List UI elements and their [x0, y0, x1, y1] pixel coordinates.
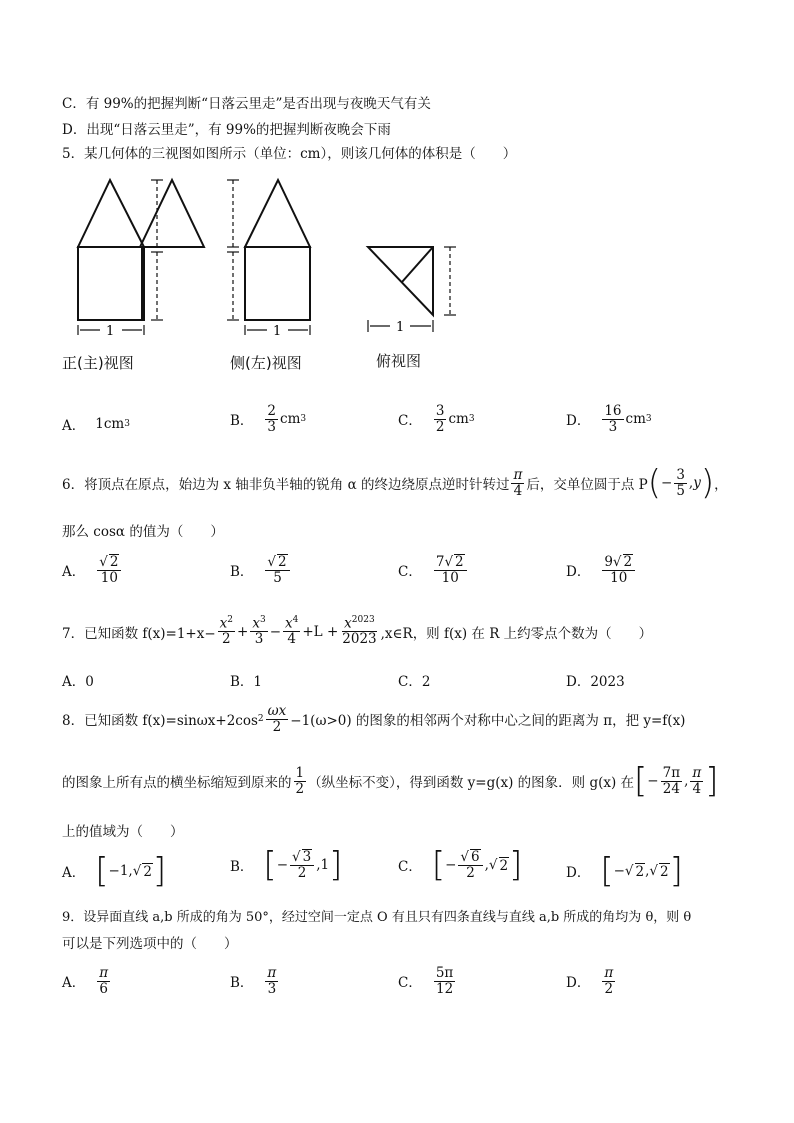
q5-stem: 5．某几何体的三视图如图所示（单位：cm），则该几何体的体积是（ ） — [62, 146, 517, 162]
front-view-caption: 正(主)视图 — [62, 354, 134, 372]
q9-option-d[interactable]: D． $\frac{\pi}{2}$ — [566, 965, 614, 997]
q5-option-a[interactable]: A． 1cm 3 — [62, 416, 130, 434]
q6-option-d[interactable]: D． $\frac{9√ 2}{10}$ — [566, 554, 637, 586]
q5-option-d[interactable]: D． $\frac{16}{3}$ cm 3 — [566, 403, 652, 435]
top-view — [368, 247, 433, 315]
q8-option-a[interactable]: A． [ −1, √ 2 ] — [62, 854, 166, 888]
front-triangle — [78, 180, 144, 247]
side-view-caption: 侧(左)视图 — [230, 354, 302, 372]
q6-option-c[interactable]: C． $\frac{7√ 2}{10}$ — [398, 554, 469, 586]
top-width-label: 1 — [396, 320, 405, 335]
front-width-label: 1 — [106, 324, 115, 339]
q9-stem-line1: 9．设异面直线 a,b 所成的角为 50°，经过空间一定点 O 有且只有四条直线与直线 a,b 所成的角均为 θ，则 θ — [62, 910, 692, 925]
q9-option-b[interactable]: B． $\frac{\pi}{3}$ — [230, 965, 277, 997]
q6-stem-line1: 6．将顶点在原点，始边为 x 轴非负半轴的锐角 α 的终边绕原点逆时针转过 $\frac{\pi}{4}$ 后，交单位圆于点 P ( − $\frac{3}{5}$ , y ) ， — [62, 463, 728, 503]
q8-stem-line3: 上的值域为（ ） — [62, 824, 184, 840]
q8-option-c[interactable]: C． [ − √ $\frac{6}{2}$ , √ 2 ] — [398, 848, 522, 882]
q7-stem: 7．已知函数 f(x)=1+x− $\frac{x^2}{2}$ + $\frac{x^3}{3}$ − $\frac{x^4}{4}$ +L + $\frac{x^{2023}}{2023}$ ,x∈R，则 f(x) 在 R 上约零点个数为（ ） — [62, 615, 653, 648]
q8-stem-line2: 的图象上所有点的横坐标缩短到原来的 $\frac{1}{2}$ （纵坐标不变），得到函数 y=g(x) 的图象．则 g(x) 在 [ − $\frac{7\pi}{24}$ , $\frac{\pi}{4}$ ] — [62, 761, 719, 801]
q5-option-c[interactable]: C． $\frac{3}{2}$ cm 3 — [398, 403, 475, 435]
q6-stem-line2: 那么 cosα 的值为（ ） — [62, 524, 224, 540]
three-view-figure — [60, 170, 480, 380]
side-triangle — [245, 180, 310, 247]
q7-option-d[interactable]: D．2023 — [566, 674, 625, 690]
q9-option-a[interactable]: A． $\frac{\pi}{6}$ — [62, 965, 109, 997]
front-square — [78, 247, 144, 320]
side-square — [245, 247, 310, 320]
q8-option-d[interactable]: D． [ − √ 2 , √ 2 ] — [566, 854, 683, 888]
q7-option-c[interactable]: C．2 — [398, 674, 431, 690]
q9-stem-line2: 可以是下列选项中的（ ） — [62, 936, 238, 952]
prev-option-d: D．出现“日落云里走”，有 99%的把握判断夜晚会下雨 — [62, 122, 391, 138]
q8-stem-line1: 8．已知函数 f(x)=sinωx+2cos 2 $\frac{\omega x}{2}$ −1(ω>0) 的图象的相邻两个对称中心之间的距离为 π，把 y=f(x) — [62, 703, 686, 735]
q8-option-b[interactable]: B． [ − √ $\frac{3}{2}$ ,1 ] — [230, 848, 342, 882]
q7-option-a[interactable]: A．0 — [62, 674, 94, 690]
q6-option-a[interactable]: A． √ $\frac{2}{10}$ — [62, 554, 123, 586]
q6-option-b[interactable]: B． √ $\frac{2}{5}$ — [230, 554, 292, 586]
prev-option-c: C．有 99%的把握判断“日落云里走”是否出现与夜晚天气有关 — [62, 96, 431, 112]
top-view-caption: 俯视图 — [376, 352, 422, 370]
side-width-label: 1 — [273, 324, 282, 339]
q7-option-b[interactable]: B．1 — [230, 674, 263, 690]
q5-option-b[interactable]: B． $\frac{2}{3}$ cm 3 — [230, 403, 307, 435]
q9-option-c[interactable]: C． $\frac{5\pi}{12}$ — [398, 965, 454, 997]
front-view — [78, 180, 204, 320]
